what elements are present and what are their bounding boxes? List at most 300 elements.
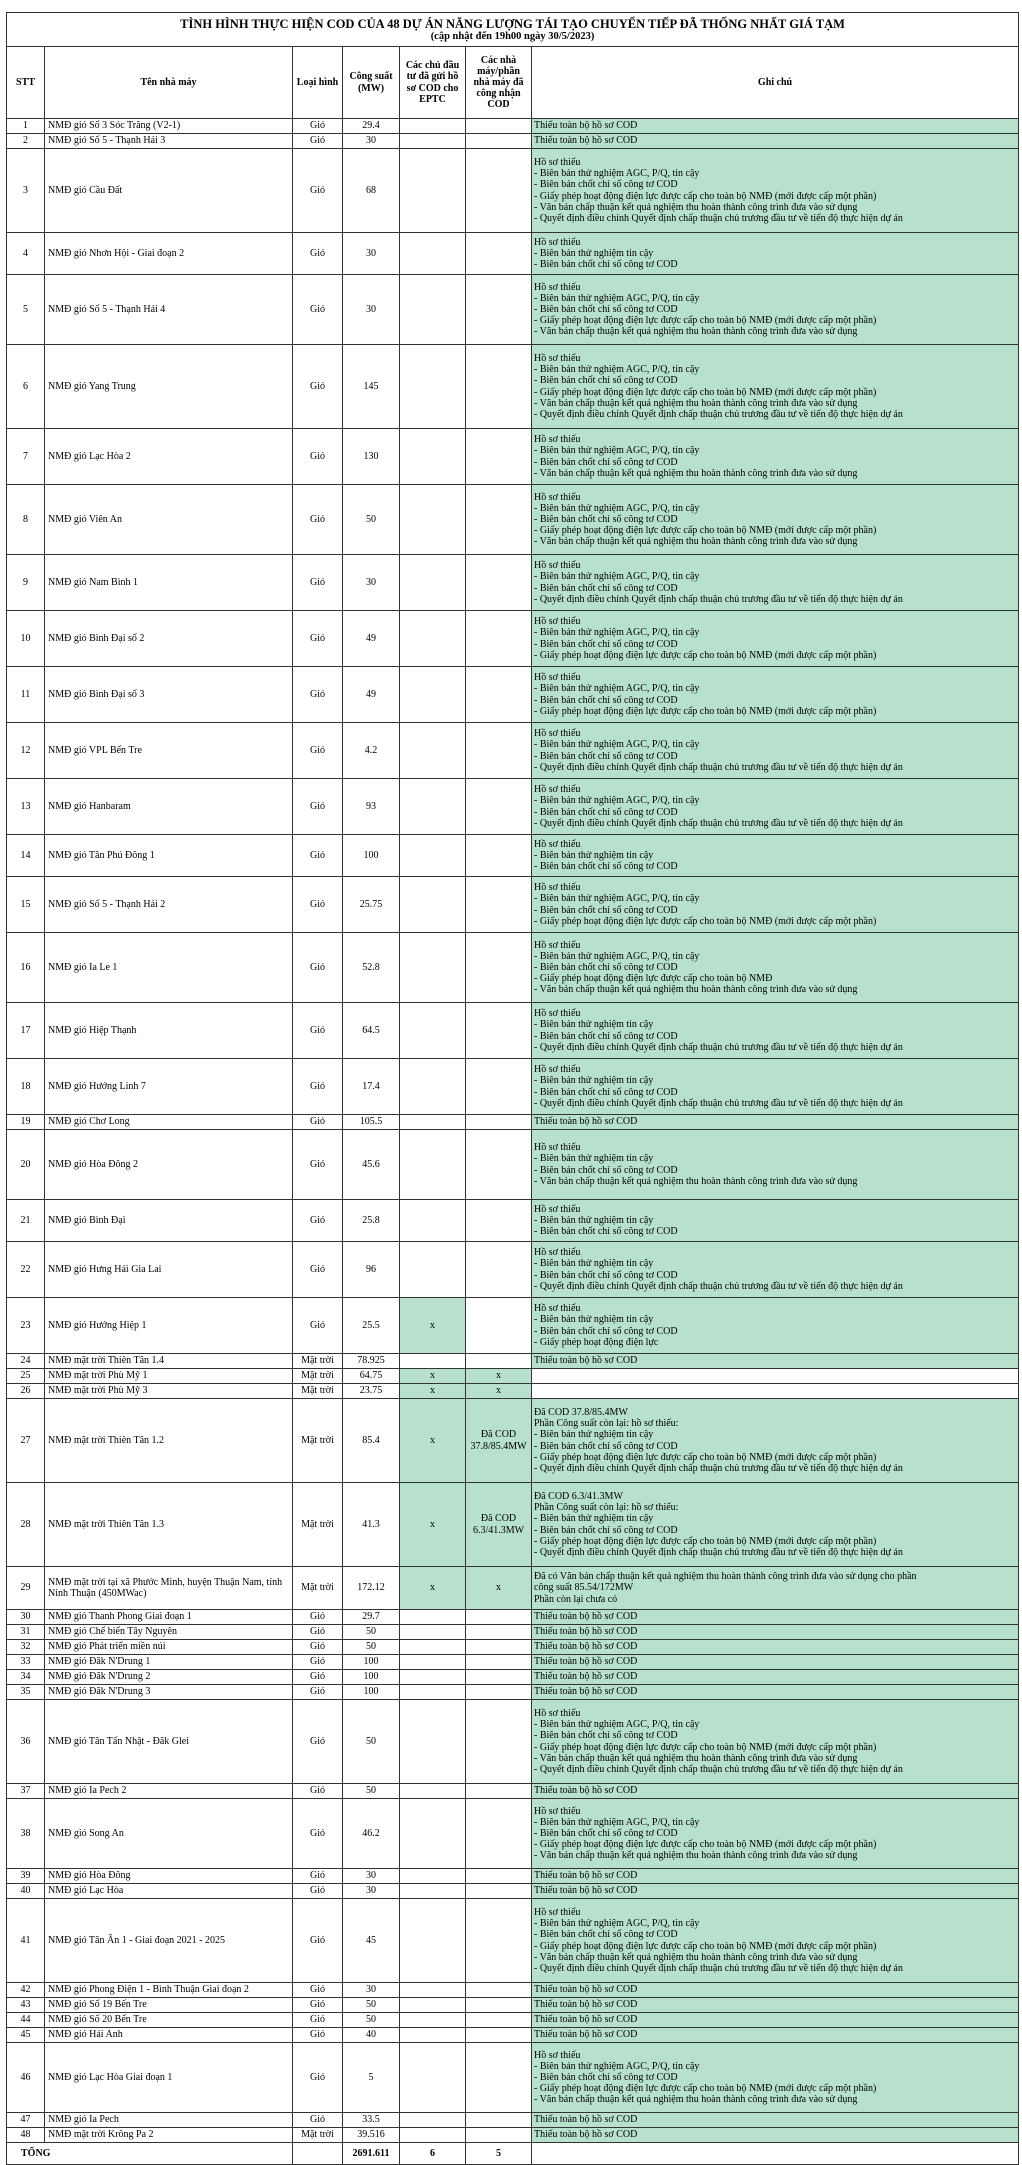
row-type: Gió — [293, 2013, 343, 2028]
row-stt: 48 — [7, 2128, 45, 2143]
row-name: NMĐ mặt trời Thiên Tân 1.3 — [45, 1483, 293, 1567]
note-line: - Giấy phép hoạt động điện lực — [534, 1336, 659, 1348]
row-type: Gió — [293, 119, 343, 134]
row-capacity: 50 — [343, 1998, 400, 2013]
row-capacity: 30 — [343, 275, 400, 345]
row-type: Gió — [293, 1640, 343, 1655]
note-line: Hồ sơ thiếu — [534, 491, 581, 503]
row-submitted — [400, 1784, 466, 1799]
row-capacity: 130 — [343, 429, 400, 485]
row-type: Gió — [293, 134, 343, 149]
table-row — [7, 149, 1019, 233]
note-line: Thiếu toàn bộ hồ sơ COD — [534, 1611, 638, 1623]
row-stt: 29 — [7, 1567, 45, 1610]
row-note — [532, 1700, 1019, 1784]
row-capacity: 100 — [343, 1670, 400, 1685]
row-recognized — [466, 2028, 532, 2043]
row-type: Gió — [293, 1884, 343, 1899]
row-submitted — [400, 1670, 466, 1685]
row-capacity: 4.2 — [343, 723, 400, 779]
row-type: Gió — [293, 1655, 343, 1670]
row-name: NMĐ gió Hòa Đông — [45, 1869, 293, 1884]
row-submitted — [400, 1685, 466, 1700]
row-capacity: 30 — [343, 134, 400, 149]
note-line: Thiếu toàn bộ hồ sơ COD — [534, 1671, 638, 1683]
row-stt: 39 — [7, 1869, 45, 1884]
note-line: - Văn bản chấp thuận kết quả nghiệm thu hoàn thành công trình đưa vào sử dụng — [534, 536, 858, 548]
note-line: - Biên bản thử nghiệm AGC, P/Q, tin cậy — [534, 1816, 700, 1828]
row-recognized: x — [466, 1384, 532, 1399]
row-note — [532, 1399, 1019, 1483]
row-submitted — [400, 149, 466, 233]
note-line: Hồ sơ thiếu — [534, 1008, 581, 1020]
row-type: Gió — [293, 835, 343, 877]
row-capacity: 49 — [343, 611, 400, 667]
row-note — [532, 1200, 1019, 1242]
row-stt: 7 — [7, 429, 45, 485]
table-body — [7, 119, 1019, 2143]
note-line: Hồ sơ thiếu — [534, 882, 581, 894]
row-name: NMĐ gió Chế biến Tây Nguyên — [45, 1625, 293, 1640]
note-line: - Biên bản thử nghiệm AGC, P/Q, tin cậy — [534, 571, 700, 583]
note-line: - Văn bản chấp thuận kết quả nghiệm thu hoàn thành công trình đưa vào sử dụng — [534, 1850, 858, 1862]
note-line: - Biên bản chốt chỉ số công tơ COD — [534, 1030, 678, 1042]
note-line: - Quyết định điều chỉnh Quyết định chấp thuận chủ trương đầu tư về tiến độ thực hiện dự án — [534, 1546, 903, 1558]
note-line: - Biên bản thử nghiệm tin cậy — [534, 849, 654, 861]
row-note — [532, 1384, 1019, 1399]
row-name: NMĐ gió Tân Tấn Nhật - Đăk Glei — [45, 1700, 293, 1784]
table-row — [7, 1784, 1019, 1799]
cod-status-table — [6, 12, 1019, 2165]
note-line: - Văn bản chấp thuận kết quả nghiệm thu hoàn thành công trình đưa vào sử dụng — [534, 1175, 858, 1187]
note-line: Hồ sơ thiếu — [534, 352, 581, 364]
note-line: Hồ sơ thiếu — [534, 281, 581, 293]
row-note — [532, 1655, 1019, 1670]
table-row — [7, 779, 1019, 835]
row-stt: 33 — [7, 1655, 45, 1670]
note-line: - Biên bản chốt chỉ số công tơ COD — [534, 904, 678, 916]
row-type: Gió — [293, 779, 343, 835]
note-line: Đã có Văn bản chấp thuận kết quả nghiệm thu hoàn thành công trình đưa vào sử dụng cho phần — [534, 1571, 917, 1583]
row-recognized — [466, 1640, 532, 1655]
note-line: - Quyết định điều chỉnh Quyết định chấp thuận chủ trương đầu tư về tiến độ thực hiện dự án — [534, 1097, 903, 1109]
table-row — [7, 275, 1019, 345]
note-line: Hồ sơ thiếu — [534, 156, 581, 168]
row-note — [532, 1884, 1019, 1899]
row-recognized — [466, 723, 532, 779]
note-line: - Quyết định điều chỉnh Quyết định chấp thuận chủ trương đầu tư về tiến độ thực hiện dự án — [534, 761, 903, 773]
table-row — [7, 1670, 1019, 1685]
row-note — [532, 2028, 1019, 2043]
row-recognized — [466, 1700, 532, 1784]
row-submitted: x — [400, 1369, 466, 1384]
row-stt: 4 — [7, 233, 45, 275]
note-line: - Biên bản chốt chỉ số công tơ COD — [534, 1440, 678, 1452]
row-name: NMĐ gió Hanbaram — [45, 779, 293, 835]
table-row — [7, 667, 1019, 723]
row-capacity: 30 — [343, 233, 400, 275]
row-recognized — [466, 2128, 532, 2143]
row-note — [532, 1483, 1019, 1567]
row-note — [532, 485, 1019, 555]
row-recognized — [466, 779, 532, 835]
row-capacity: 25.5 — [343, 1298, 400, 1354]
header-row — [7, 47, 1019, 119]
note-line: - Biên bản thử nghiệm tin cậy — [534, 1075, 654, 1087]
row-submitted — [400, 1998, 466, 2013]
row-note — [532, 429, 1019, 485]
row-note — [532, 1983, 1019, 1998]
note-line: Hồ sơ thiếu — [534, 236, 581, 248]
row-stt: 12 — [7, 723, 45, 779]
row-recognized — [466, 429, 532, 485]
row-name: NMĐ gió Thanh Phong Giai đoạn 1 — [45, 1610, 293, 1625]
row-recognized — [466, 1784, 532, 1799]
row-stt: 37 — [7, 1784, 45, 1799]
note-line: - Biên bản chốt chỉ số công tơ COD — [534, 582, 678, 594]
row-type: Gió — [293, 149, 343, 233]
row-capacity: 50 — [343, 1784, 400, 1799]
row-note — [532, 1354, 1019, 1369]
row-capacity: 100 — [343, 1685, 400, 1700]
row-stt: 27 — [7, 1399, 45, 1483]
row-type: Mặt trời — [293, 2128, 343, 2143]
note-line: Thiếu toàn bộ hồ sơ COD — [534, 1686, 638, 1698]
note-line: Thiếu toàn bộ hồ sơ COD — [534, 2114, 638, 2126]
table-row — [7, 1567, 1019, 1610]
row-submitted — [400, 1983, 466, 1998]
row-stt: 16 — [7, 933, 45, 1003]
row-capacity: 46.2 — [343, 1799, 400, 1869]
row-stt: 10 — [7, 611, 45, 667]
table-row — [7, 1700, 1019, 1784]
row-name: NMĐ gió Số 19 Bến Tre — [45, 1998, 293, 2013]
row-stt: 18 — [7, 1059, 45, 1115]
row-name: NMĐ gió Bình Đại số 3 — [45, 667, 293, 723]
note-line: - Giấy phép hoạt động điện lực được cấp cho toàn bộ NMĐ (mới được cấp một phần) — [534, 315, 877, 327]
note-line: Thiếu toàn bộ hồ sơ COD — [534, 1641, 638, 1653]
row-type: Mặt trời — [293, 1369, 343, 1384]
row-stt: 32 — [7, 1640, 45, 1655]
table-row — [7, 1998, 1019, 2013]
row-recognized — [466, 1998, 532, 2013]
table-row — [7, 1884, 1019, 1899]
row-stt: 45 — [7, 2028, 45, 2043]
row-name: NMĐ gió Đăk N'Drung 2 — [45, 1670, 293, 1685]
note-line: - Văn bản chấp thuận kết quả nghiệm thu hoàn thành công trình đưa vào sử dụng — [534, 467, 858, 479]
note-line: Thiếu toàn bộ hồ sơ COD — [534, 1870, 638, 1882]
row-type: Gió — [293, 555, 343, 611]
total-note — [532, 2143, 1019, 2165]
note-line: Thiếu toàn bộ hồ sơ COD — [534, 1984, 638, 1996]
note-line: - Văn bản chấp thuận kết quả nghiệm thu hoàn thành công trình đưa vào sử dụng — [534, 1752, 858, 1764]
row-submitted: x — [400, 1483, 466, 1567]
row-stt: 19 — [7, 1115, 45, 1130]
row-submitted — [400, 429, 466, 485]
table-row — [7, 1483, 1019, 1567]
row-capacity: 145 — [343, 345, 400, 429]
row-recognized — [466, 1003, 532, 1059]
row-name: NMĐ gió Tân Phú Đông 1 — [45, 835, 293, 877]
row-type: Mặt trời — [293, 1483, 343, 1567]
row-stt: 14 — [7, 835, 45, 877]
row-submitted — [400, 611, 466, 667]
row-name: NMĐ gió Hướng Hiệp 1 — [45, 1298, 293, 1354]
row-capacity: 172.12 — [343, 1567, 400, 1610]
total-capacity: 2691.611 — [343, 2143, 400, 2165]
note-line: - Biên bản thử nghiệm AGC, P/Q, tin cậy — [534, 2060, 700, 2072]
note-line: - Biên bản thử nghiệm AGC, P/Q, tin cậy — [534, 1719, 700, 1731]
row-type: Gió — [293, 1685, 343, 1700]
note-line: - Biên bản chốt chỉ số công tơ COD — [534, 303, 678, 315]
row-note — [532, 1003, 1019, 1059]
row-capacity: 30 — [343, 1983, 400, 1998]
row-note — [532, 1869, 1019, 1884]
table-row — [7, 1640, 1019, 1655]
row-recognized — [466, 611, 532, 667]
table-row — [7, 1983, 1019, 1998]
row-name: NMĐ gió Số 5 - Thạnh Hải 3 — [45, 134, 293, 149]
note-line: - Biên bản chốt chỉ số công tơ COD — [534, 861, 678, 873]
header-capacity: Công suất (MW) — [343, 47, 400, 119]
note-line: - Biên bản chốt chỉ số công tơ COD — [534, 638, 678, 650]
note-line: - Biên bản chốt chỉ số công tơ COD — [534, 456, 678, 468]
row-name: NMĐ gió Ia Le 1 — [45, 933, 293, 1003]
row-capacity: 25.75 — [343, 877, 400, 933]
row-type: Gió — [293, 1998, 343, 2013]
note-line: Phần còn lại chưa có — [534, 1593, 618, 1605]
table-row — [7, 1298, 1019, 1354]
row-submitted — [400, 555, 466, 611]
row-name: NMĐ gió Viên An — [45, 485, 293, 555]
row-capacity: 45 — [343, 1899, 400, 1983]
row-name: NMĐ gió VPL Bến Tre — [45, 723, 293, 779]
row-submitted: x — [400, 1399, 466, 1483]
row-submitted — [400, 1610, 466, 1625]
note-line: - Biên bản thử nghiệm tin cậy — [534, 1429, 654, 1441]
row-submitted — [400, 723, 466, 779]
row-note — [532, 1369, 1019, 1384]
row-submitted — [400, 1200, 466, 1242]
row-type: Gió — [293, 1059, 343, 1115]
note-line: - Biên bản chốt chỉ số công tơ COD — [534, 806, 678, 818]
note-line: - Giấy phép hoạt động điện lực được cấp cho toàn bộ NMĐ (mới được cấp một phần) — [534, 649, 877, 661]
row-name: NMĐ gió Phong Điện 1 - Bình Thuận Giai đoạn 2 — [45, 1983, 293, 1998]
note-line: - Biên bản thử nghiệm AGC, P/Q, tin cậy — [534, 364, 700, 376]
row-capacity: 50 — [343, 485, 400, 555]
note-line: - Biên bản chốt chỉ số công tơ COD — [534, 259, 678, 271]
row-recognized — [466, 877, 532, 933]
row-note — [532, 134, 1019, 149]
row-type: Gió — [293, 233, 343, 275]
table-row — [7, 1625, 1019, 1640]
row-note — [532, 1685, 1019, 1700]
row-capacity: 85.4 — [343, 1399, 400, 1483]
note-line: - Giấy phép hoạt động điện lực được cấp cho toàn bộ NMĐ (mới được cấp một phần) — [534, 1940, 877, 1952]
note-line: Hồ sơ thiếu — [534, 1303, 581, 1315]
row-type: Gió — [293, 429, 343, 485]
row-note — [532, 1640, 1019, 1655]
note-line: Thiếu toàn bộ hồ sơ COD — [534, 120, 638, 132]
row-recognized — [466, 233, 532, 275]
row-stt: 46 — [7, 2043, 45, 2113]
note-line: - Biên bản chốt chỉ số công tơ COD — [534, 375, 678, 387]
row-note — [532, 835, 1019, 877]
row-note — [532, 555, 1019, 611]
row-stt: 42 — [7, 1983, 45, 1998]
note-line: Hồ sơ thiếu — [534, 1247, 581, 1259]
row-stt: 31 — [7, 1625, 45, 1640]
row-submitted — [400, 1242, 466, 1298]
row-note — [532, 1130, 1019, 1200]
row-type: Gió — [293, 345, 343, 429]
row-note — [532, 1799, 1019, 1869]
row-submitted — [400, 1869, 466, 1884]
row-recognized — [466, 275, 532, 345]
row-submitted — [400, 2043, 466, 2113]
row-stt: 15 — [7, 877, 45, 933]
row-type: Gió — [293, 1869, 343, 1884]
note-line: - Biên bản thử nghiệm tin cậy — [534, 1258, 654, 1270]
row-recognized — [466, 1610, 532, 1625]
row-stt: 44 — [7, 2013, 45, 2028]
row-type: Mặt trời — [293, 1354, 343, 1369]
note-line: - Quyết định điều chỉnh Quyết định chấp thuận chủ trương đầu tư về tiến độ thực hiện dự án — [534, 1763, 903, 1775]
table-row — [7, 1685, 1019, 1700]
row-stt: 35 — [7, 1685, 45, 1700]
row-submitted — [400, 1899, 466, 1983]
note-line: - Giấy phép hoạt động điện lực được cấp cho toàn bộ NMĐ (mới được cấp một phần) — [534, 1741, 877, 1753]
row-name: NMĐ gió Hiệp Thạnh — [45, 1003, 293, 1059]
row-type: Gió — [293, 1200, 343, 1242]
row-type: Mặt trời — [293, 1399, 343, 1483]
row-name: NMĐ gió Hướng Linh 7 — [45, 1059, 293, 1115]
note-line: - Biên bản chốt chỉ số công tơ COD — [534, 2071, 678, 2083]
row-capacity: 49 — [343, 667, 400, 723]
note-line: Thiếu toàn bộ hồ sơ COD — [534, 1116, 638, 1128]
row-type: Gió — [293, 1899, 343, 1983]
row-stt: 20 — [7, 1130, 45, 1200]
row-name: NMĐ gió Cầu Đất — [45, 149, 293, 233]
table-row — [7, 1369, 1019, 1384]
note-line: - Biên bản thử nghiệm AGC, P/Q, tin cậy — [534, 627, 700, 639]
cod-status-sheet — [6, 12, 1018, 2165]
row-capacity: 100 — [343, 1655, 400, 1670]
row-submitted — [400, 1625, 466, 1640]
note-line: - Giấy phép hoạt động điện lực được cấp cho toàn bộ NMĐ (mới được cấp một phần) — [534, 1535, 877, 1547]
row-stt: 43 — [7, 1998, 45, 2013]
table-row — [7, 1130, 1019, 1200]
note-line: - Biên bản thử nghiệm tin cậy — [534, 247, 654, 259]
row-name: NMĐ mặt trời Thiên Tân 1.2 — [45, 1399, 293, 1483]
row-capacity: 41.3 — [343, 1483, 400, 1567]
row-capacity: 25.8 — [343, 1200, 400, 1242]
row-type: Gió — [293, 485, 343, 555]
table-row — [7, 1200, 1019, 1242]
row-stt: 23 — [7, 1298, 45, 1354]
row-submitted — [400, 1700, 466, 1784]
total-recognized: 5 — [466, 2143, 532, 2165]
note-line: - Biên bản thử nghiệm tin cậy — [534, 1314, 654, 1326]
row-submitted — [400, 1655, 466, 1670]
row-note — [532, 2013, 1019, 2028]
row-submitted — [400, 2028, 466, 2043]
note-line: - Văn bản chấp thuận kết quả nghiệm thu hoàn thành công trình đưa vào sử dụng — [534, 2094, 858, 2106]
row-capacity: 78.925 — [343, 1354, 400, 1369]
total-label: TỔNG — [7, 2143, 293, 2165]
note-line: Thiếu toàn bộ hồ sơ COD — [534, 135, 638, 147]
row-recognized — [466, 1685, 532, 1700]
note-line: - Biên bản thử nghiệm AGC, P/Q, tin cậy — [534, 292, 700, 304]
row-submitted — [400, 1115, 466, 1130]
row-stt: 24 — [7, 1354, 45, 1369]
note-line: Thiếu toàn bộ hồ sơ COD — [534, 1785, 638, 1797]
note-line: Thiếu toàn bộ hồ sơ COD — [534, 1656, 638, 1668]
row-note — [532, 1115, 1019, 1130]
note-line: - Quyết định điều chỉnh Quyết định chấp thuận chủ trương đầu tư về tiến độ thực hiện dự án — [534, 817, 903, 829]
note-line: - Biên bản thử nghiệm AGC, P/Q, tin cậy — [534, 739, 700, 751]
row-recognized — [466, 1884, 532, 1899]
row-submitted — [400, 1354, 466, 1369]
note-line: Thiếu toàn bộ hồ sơ COD — [534, 1626, 638, 1638]
row-submitted — [400, 667, 466, 723]
note-line: - Giấy phép hoạt động điện lực được cấp cho toàn bộ NMĐ — [534, 973, 773, 985]
row-stt: 17 — [7, 1003, 45, 1059]
row-recognized — [466, 933, 532, 1003]
header-recognized: Các nhà máy/phần nhà máy đã công nhận COD — [466, 47, 532, 119]
row-capacity: 30 — [343, 555, 400, 611]
row-type: Mặt trời — [293, 1567, 343, 1610]
row-note — [532, 1670, 1019, 1685]
row-recognized: x — [466, 1369, 532, 1384]
row-type: Gió — [293, 1115, 343, 1130]
row-note — [532, 779, 1019, 835]
row-type: Gió — [293, 611, 343, 667]
note-line: - Giấy phép hoạt động điện lực được cấp cho toàn bộ NMĐ (mới được cấp một phần) — [534, 915, 877, 927]
row-recognized — [466, 835, 532, 877]
table-row — [7, 611, 1019, 667]
header-stt: STT — [7, 47, 45, 119]
row-stt: 9 — [7, 555, 45, 611]
table-row — [7, 2128, 1019, 2143]
table-row — [7, 2043, 1019, 2113]
row-capacity: 30 — [343, 1869, 400, 1884]
row-submitted — [400, 1003, 466, 1059]
row-name: NMĐ gió Đăk N'Drung 3 — [45, 1685, 293, 1700]
row-submitted — [400, 134, 466, 149]
note-line: - Văn bản chấp thuận kết quả nghiệm thu hoàn thành công trình đưa vào sử dụng — [534, 1951, 858, 1963]
row-stt: 30 — [7, 1610, 45, 1625]
row-name: NMĐ gió Nhơn Hội - Giai đoạn 2 — [45, 233, 293, 275]
row-submitted — [400, 345, 466, 429]
row-submitted — [400, 877, 466, 933]
row-submitted — [400, 233, 466, 275]
table-row — [7, 835, 1019, 877]
row-type: Mặt trời — [293, 1384, 343, 1399]
row-capacity: 50 — [343, 1640, 400, 1655]
row-stt: 2 — [7, 134, 45, 149]
table-row — [7, 555, 1019, 611]
note-line: - Biên bản thử nghiệm AGC, P/Q, tin cậy — [534, 502, 700, 514]
row-stt: 6 — [7, 345, 45, 429]
row-type: Gió — [293, 1003, 343, 1059]
row-stt: 21 — [7, 1200, 45, 1242]
row-recognized — [466, 555, 532, 611]
row-name: NMĐ gió Lạc Hòa 2 — [45, 429, 293, 485]
row-stt: 41 — [7, 1899, 45, 1983]
header-submitted: Các chủ đầu tư đã gửi hồ sơ COD cho EPTC — [400, 47, 466, 119]
row-submitted — [400, 1799, 466, 1869]
